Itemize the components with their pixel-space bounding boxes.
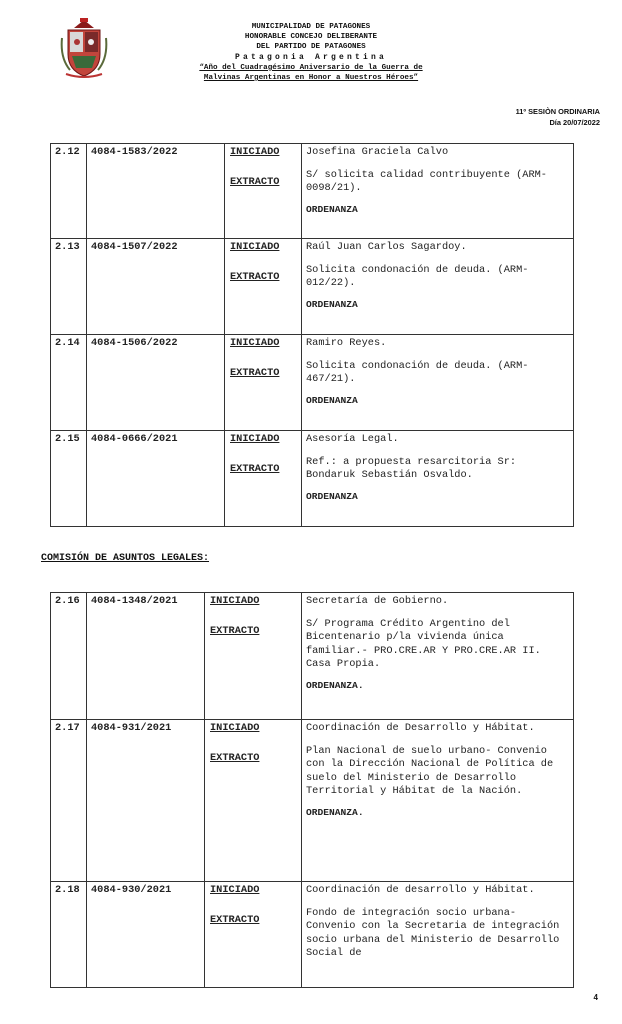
item-number: 2.12: [51, 144, 87, 239]
label-cell: [225, 144, 302, 239]
iniciado-label: INICIADO: [210, 722, 260, 734]
item-number: 2.15: [51, 431, 87, 527]
extracto-label: EXTRACTO: [210, 625, 260, 637]
label-cell: [205, 593, 302, 720]
item-number: 2.16: [51, 593, 87, 720]
iniciado-value: Secretaría de Gobierno.: [306, 595, 449, 607]
iniciado-label: INICIADO: [210, 884, 260, 896]
detail-cell: [302, 882, 574, 988]
label-cell: [205, 720, 302, 882]
extracto-label: EXTRACTO: [210, 752, 260, 764]
detail-cell: [302, 720, 574, 882]
page-number: 4: [593, 993, 598, 1002]
extracto-label: EXTRACTO: [230, 463, 280, 475]
item-number: 2.13: [51, 239, 87, 335]
extracto-value: Solicita condonación de deuda. (ARM- 012/22).: [306, 263, 529, 290]
item-number: 2.18: [51, 882, 87, 988]
label-cell: [225, 335, 302, 431]
extracto-value: S/ Programa Crédito Argentino del Bicentenario p/la vivienda única familiar.- PRO.CRE.AR Y PRO.CRE.AR II. Casa Propia.: [306, 617, 541, 671]
iniciado-label: INICIADO: [210, 595, 260, 607]
table-row: [51, 431, 574, 527]
iniciado-value: Asesoría Legal.: [306, 433, 399, 445]
file-number: 4084-1507/2022: [87, 239, 225, 335]
iniciado-value: Josefina Graciela Calvo: [306, 146, 449, 158]
extracto-label: EXTRACTO: [230, 271, 280, 283]
expedientes-table-2: [50, 592, 574, 988]
document-header: [0, 22, 622, 83]
table-row: [51, 335, 574, 431]
resolution-type: ORDENANZA: [306, 490, 358, 502]
resolution-type: ORDENANZA: [306, 203, 358, 215]
expedientes-table-1: [50, 143, 574, 527]
header-line-5: “Año del Cuadragésimo Aniversario de la Guerra de: [199, 63, 423, 72]
section-title: COMISIÓN DE ASUNTOS LEGALES:: [41, 553, 210, 564]
resolution-type: ORDENANZA.: [306, 806, 364, 818]
extracto-label: EXTRACTO: [230, 176, 280, 188]
label-cell: [205, 882, 302, 988]
session-date: Día 20/07/2022: [549, 117, 600, 127]
file-number: 4084-931/2021: [87, 720, 205, 882]
header-line-1: MUNICIPALIDAD DE PATAGONES: [251, 23, 371, 31]
session-title: 11º SESIÒN ORDINARIA: [515, 107, 600, 116]
file-number: 4084-1348/2021: [87, 593, 205, 720]
extracto-value: Ref.: a propuesta resarcitoria Sr: Bondaruk Sebastián Osvaldo.: [306, 455, 517, 482]
detail-cell: [302, 239, 574, 335]
iniciado-value: Ramiro Reyes.: [306, 337, 387, 349]
label-cell: [225, 431, 302, 527]
file-number: 4084-0666/2021: [87, 431, 225, 527]
table-row: [51, 720, 574, 882]
resolution-type: ORDENANZA.: [306, 679, 364, 691]
label-cell: [225, 239, 302, 335]
detail-cell: [302, 335, 574, 431]
resolution-type: ORDENANZA: [306, 394, 358, 406]
iniciado-label: INICIADO: [230, 433, 280, 445]
header-line-6: Malvinas Argentinas en Honor a Nuestros Héroes”: [203, 74, 419, 83]
item-number: 2.14: [51, 335, 87, 431]
extracto-value: Solicita condonación de deuda. (ARM- 467/21).: [306, 359, 529, 386]
file-number: 4084-1506/2022: [87, 335, 225, 431]
header-line-4: Patagonia Argentina: [234, 52, 387, 62]
extracto-value: Fondo de integración socio urbana- Convenio con la Secretaria de integración socio urbana del Ministerio de Desarrollo Social de: [306, 906, 560, 960]
iniciado-label: INICIADO: [230, 337, 280, 349]
detail-cell: [302, 593, 574, 720]
file-number: 4084-930/2021: [87, 882, 205, 988]
iniciado-label: INICIADO: [230, 146, 280, 158]
header-line-2: HONORABLE CONCEJO DELIBERANTE: [244, 33, 378, 42]
file-number: 4084-1583/2022: [87, 144, 225, 239]
extracto-label: EXTRACTO: [230, 367, 280, 379]
session-info: [516, 107, 600, 128]
item-number: 2.17: [51, 720, 87, 882]
table-row: [51, 593, 574, 720]
detail-cell: [302, 144, 574, 239]
extracto-value: Plan Nacional de suelo urbano- Convenio con la Dirección Nacional de Política de suelo del Ministerio de Desarrollo Territorial y Hábitat de la Nación.: [306, 744, 554, 798]
extracto-value: S/ solicita calidad contribuyente (ARM- 0098/21).: [306, 168, 547, 195]
iniciado-value: Coordinación de desarrollo y Hábitat.: [306, 884, 535, 896]
table-row: [51, 882, 574, 988]
header-line-3: DEL PARTIDO DE PATAGONES: [256, 43, 366, 52]
iniciado-value: Raúl Juan Carlos Sagardoy.: [306, 241, 467, 253]
detail-cell: [302, 431, 574, 527]
table-row: [51, 239, 574, 335]
resolution-type: ORDENANZA: [306, 298, 358, 310]
table-row: [51, 144, 574, 239]
iniciado-value: Coordinación de Desarrollo y Hábitat.: [306, 722, 535, 734]
iniciado-label: INICIADO: [230, 241, 280, 253]
extracto-label: EXTRACTO: [210, 914, 260, 926]
